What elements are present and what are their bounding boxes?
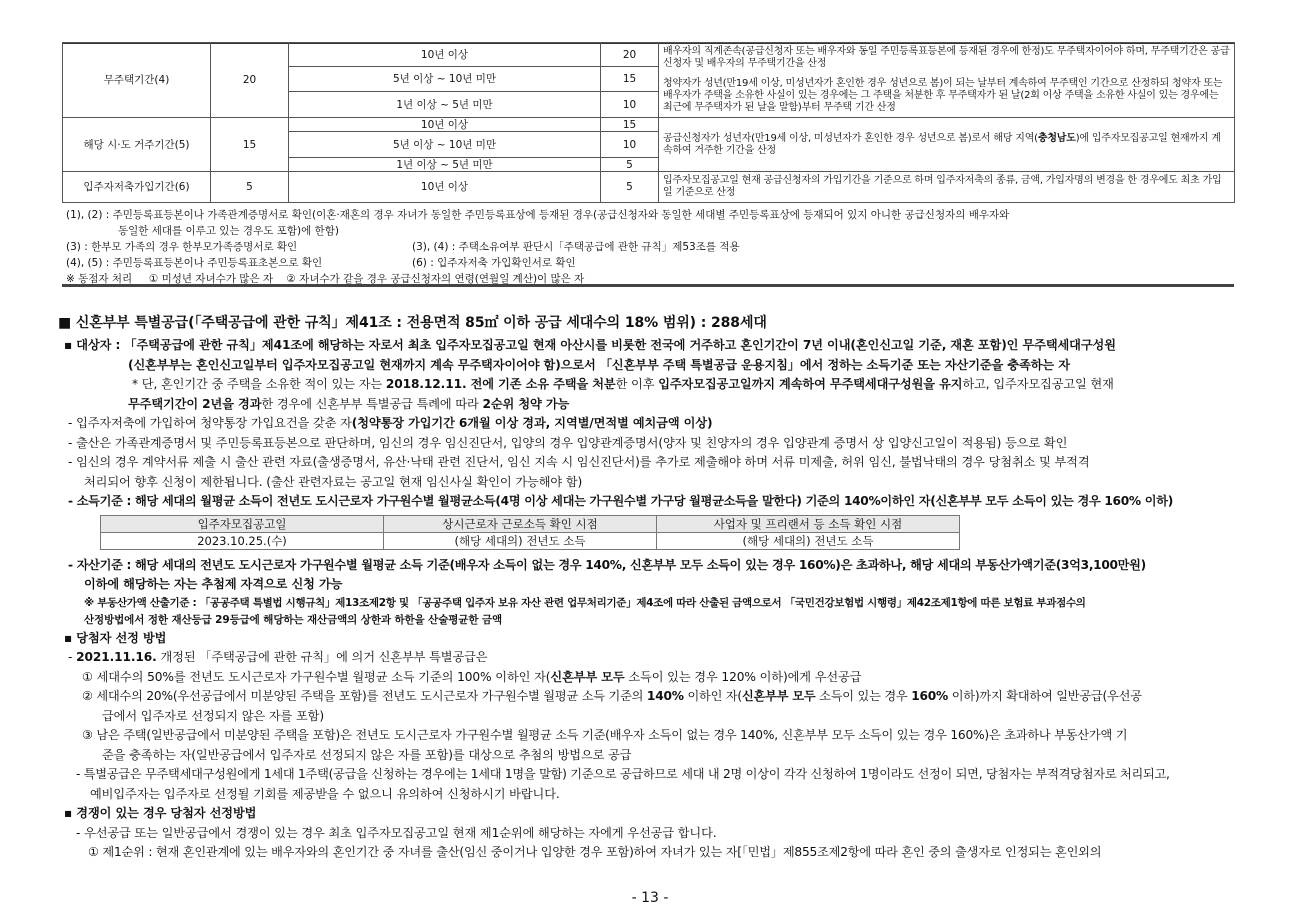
table-cell: (해당 세대의) 전년도 소득 bbox=[384, 532, 657, 549]
selection-title: ▪ 당첨자 선정 방법 bbox=[64, 630, 167, 645]
score-cell: 5 bbox=[601, 172, 659, 203]
text-span: 입주자모집공고일까지 계속하여 무주택세대구성원을 유지 bbox=[658, 377, 963, 391]
text-span: 소득이 있는 경우 120% 이하)에게 우선공급 bbox=[624, 669, 862, 684]
score-table bbox=[62, 42, 1235, 203]
category-cell: 입주자저축가입기간(6) bbox=[63, 172, 211, 203]
score-cell: 10 bbox=[601, 132, 659, 158]
newlywed-section bbox=[58, 312, 1248, 863]
text-span: 개정된 「주택공급에 관한 규칙」에 의거 신혼부부 특별공급은 bbox=[156, 650, 488, 664]
condition-cell: 1년 이상 ~ 5년 미만 bbox=[289, 92, 601, 118]
table-footnotes bbox=[66, 207, 1236, 287]
footnote-line: ※ 동점자 처리 ① 미성년 자녀수가 많은 자 ② 자녀수가 같을 경우 공급신청자의 연령(연월일 계산)이 많은 자 bbox=[66, 273, 585, 285]
table-row bbox=[101, 532, 960, 549]
score-cell: 15 bbox=[601, 67, 659, 92]
note-text: 청약자가 성년(만19세 이상, 미성년자가 혼인한 경우 성년으로 봄)이 되는 날부터 계속하여 무주택인 기간으로 산정하되 청약자 또는 배우자가 주택을 소유한 사실이 있는 경우에는 그 주택을 처분한 후 무주택자가 된 날(2회 이상 주택을 소유한 사실이 있는 경우에는 최근에 무주택자가 된 날을 말함)부터 무주택 기간 산정 bbox=[663, 78, 1223, 113]
note-cell bbox=[659, 118, 1235, 172]
asset-note: ※ 부동산가액 산출기준 : 「공공주택 특별법 시행규칙」제13조제2항 및 「공공주택 입주자 보유 자산 관련 업무처리기준」제4조에 따라 산출된 금액으로서 「국민건강보험법 시행령」제42조제1항에 따른 보험료 부과점수의 bbox=[84, 596, 1086, 609]
score-cell: 10 bbox=[601, 92, 659, 118]
note-cell: 입주자모집공고일 현재 공급신청자의 가입기간을 기준으로 하며 입주자저축의 종류, 금액, 가입자명의 변경을 한 경우에도 최초 가입일 기준으로 산정 bbox=[659, 172, 1235, 203]
text-span: * 단, 혼인기간 중 주택을 소유한 적이 있는 자는 bbox=[132, 377, 386, 391]
selection-line: 예비입주자는 입주자로 선정될 기회를 제공받을 수 없으니 유의하여 신청하시기 바랍니다. bbox=[90, 786, 560, 801]
text-span: 이하인 자( bbox=[683, 689, 742, 703]
condition-cell: 5년 이상 ~ 10년 미만 bbox=[289, 67, 601, 92]
text-span: 140% bbox=[646, 689, 684, 703]
text-span: 소득이 있는 경우 bbox=[815, 689, 912, 703]
text-span: 160% bbox=[911, 689, 949, 703]
income-criteria: - 소득기준 : 해당 세대의 월평균 소득이 전년도 도시근로자 가구원수별 월평균소득(4명 이상 세대는 가구원수별 가구당 월평균소득을 말한다) 기준의 140%이하인 자(신혼부부 모두 소득이 있는 경우 160% 이하) bbox=[68, 494, 1173, 508]
region-name: 충청남도 bbox=[1037, 132, 1076, 144]
competition-title: ▪ 경쟁이 있는 경우 당첨자 선정방법 bbox=[64, 806, 257, 820]
selection-line bbox=[58, 668, 1248, 688]
table-cell: 2023.10.25.(수) bbox=[101, 532, 384, 549]
text-span: 한 이후 bbox=[615, 377, 659, 391]
text-span: (청약통장 가입기간 6개월 이상 경과, 지역별/면적별 예치금액 이상) bbox=[351, 416, 713, 430]
target-line: ▪ 대상자 : 「주택공급에 관한 규칙」제41조에 해당하는 자로서 최초 입주자모집공고일 현재 아산시를 비롯한 전국에 거주하고 혼인기간이 7년 이내(혼인신고일 기준, 재혼 포함)인 무주택세대구성원 bbox=[64, 338, 1116, 352]
target-line: (신혼부부는 혼인신고일부터 입주자모집공고일 현재까지 계속 무주택자이어야 함)으로서 「신혼부부 주택 특별공급 운용지침」에서 정하는 소득기준 또는 자산기준을 충족하는 자 bbox=[128, 357, 1070, 372]
footnote-line: (1), (2) : 주민등록표등본이나 가족관계증명서로 확인(이혼·재혼의 경우 자녀가 동일한 주민등록표상에 등재된 경우(공급신청자와 동일한 세대별 주민등록표상에 등재되어 있지 아니한 공급신청자의 배우자와 bbox=[66, 209, 1010, 221]
text-span: 2021.11.16. bbox=[76, 650, 157, 664]
category-cell: 해당 시·도 거주기간(5) bbox=[63, 118, 211, 172]
condition-cell: 10년 이상 bbox=[289, 172, 601, 203]
text-span: ② 세대수의 20%(우선공급에서 미분양된 주택을 포함)를 전년도 도시근로자 가구원수별 월평균 소득 기준의 bbox=[82, 689, 647, 703]
asset-criteria: 이하에 해당하는 자는 추첨제 자격으로 신청 가능 bbox=[84, 577, 343, 591]
condition-cell: 1년 이상 ~ 5년 미만 bbox=[289, 158, 601, 172]
footnote-text: (6) : 입주자저축 가입확인서로 확인 bbox=[412, 257, 576, 269]
table-row bbox=[63, 43, 1235, 67]
footnote-line: 동일한 세대를 이루고 있는 경우도 포함)에 한함) bbox=[118, 225, 339, 237]
note-cell bbox=[659, 43, 1235, 118]
selection-line: ③ 남은 주택(일반공급에서 미분양된 주택을 포함)은 전년도 도시근로자 가구원수별 월평균 소득 기준(배우자 소득이 없는 경우 140%, 신혼부부 모두 소득이 있는 경우 160%)은 초과하나 부동산가액 기 bbox=[82, 728, 1128, 742]
footnote-line bbox=[66, 255, 1236, 271]
condition-cell: 10년 이상 bbox=[289, 43, 601, 67]
score-cell: 20 bbox=[601, 43, 659, 67]
detail-line bbox=[58, 414, 1248, 434]
detail-line: - 출산은 가족관계증명서 및 주민등록표등본으로 판단하며, 임신의 경우 임신진단서, 입양의 경우 입양관계증명서(양자 및 친양자의 경우 입양관계 증명서 상 입양신고일이 적용됨) 등으로 확인 bbox=[68, 435, 1068, 450]
text-span: 이하)까지 확대하여 일반공급(우선공 bbox=[948, 689, 1142, 703]
text-span: - 입주자저축에 가입하여 청약통장 가입요건을 갖춘 자 bbox=[68, 416, 352, 430]
selection-line: 급에서 입주자로 선정되지 않은 자를 포함) bbox=[102, 708, 324, 723]
table-row bbox=[63, 118, 1235, 132]
table-header-row bbox=[101, 515, 960, 532]
footnote-line bbox=[66, 239, 1236, 255]
asset-criteria: - 자산기준 : 해당 세대의 전년도 도시근로자 가구원수별 월평균 소득 기준(배우자 소득이 없는 경우 140%, 신혼부부 모두 소득이 있는 경우 160%)은 초과하나, 해당 세대의 부동산가액기준(3억3,100만원) bbox=[68, 557, 1146, 572]
note-text: )에 입주자모집공고일 현재까지 계속하여 거주한 기간을 산정 bbox=[663, 132, 1221, 156]
max-score-cell: 20 bbox=[211, 43, 289, 118]
competition-line: ① 제1순위 : 현재 혼인관계에 있는 배우자와의 혼인기간 중 자녀를 출산(임신 중이거나 입양한 경우 포함)하여 자녀가 있는 자[「민법」제855조제2항에 따라 혼인 중의 출생자로 인정되는 혼인외의 bbox=[88, 845, 1102, 859]
section-divider bbox=[62, 284, 1234, 287]
condition-cell: 5년 이상 ~ 10년 미만 bbox=[289, 132, 601, 158]
target-line bbox=[58, 375, 1248, 395]
text-span: 신혼부부 모두 bbox=[741, 689, 816, 703]
detail-line: - 임신의 경우 계약서류 제출 시 출산 관련 자료(출생증명서, 유산·낙태 관련 진단서, 임신 지속 시 임신진단서)를 추가로 제출해야 하며 서류 미제출, 허위 임신, 불법낙태의 경우 당첨취소 및 부적격 bbox=[68, 455, 1090, 469]
text-span: 무주택기간이 2년을 경과 bbox=[128, 396, 262, 411]
target-line bbox=[58, 395, 1248, 415]
condition-cell: 10년 이상 bbox=[289, 118, 601, 132]
income-table bbox=[100, 515, 960, 550]
score-cell: 15 bbox=[601, 118, 659, 132]
competition-line: - 우선공급 또는 일반공급에서 경쟁이 있는 경우 최초 입주자모집공고일 현재 제1순위에 해당하는 자에게 우선공급 합니다. bbox=[76, 825, 717, 840]
table-header: 상시근로자 근로소득 확인 시점 bbox=[384, 515, 657, 532]
text-span: - bbox=[68, 650, 77, 664]
selection-line: 준을 충족하는 자(일반공급에서 입주자로 선정되지 않은 자를 포함)를 대상으로 추첨의 방법으로 공급 bbox=[102, 747, 632, 762]
table-row bbox=[63, 172, 1235, 203]
selection-line bbox=[58, 687, 1248, 707]
table-header: 입주자모집공고일 bbox=[101, 515, 384, 532]
category-cell: 무주택기간(4) bbox=[63, 43, 211, 118]
section-title: ■ 신혼부부 특별공급(「주택공급에 관한 규칙」제41조 : 전용면적 85㎡ 이하 공급 세대수의 18% 범위) : 288세대 bbox=[58, 315, 767, 331]
text-span: 신혼부부 모두 bbox=[550, 669, 625, 684]
text-span: 하고, 입주자모집공고일 현재 bbox=[962, 377, 1114, 391]
text-span: 한 경우에 신혼부부 특별공급 특례에 따라 bbox=[261, 396, 483, 411]
table-cell: (해당 세대의) 전년도 소득 bbox=[657, 532, 960, 549]
page-number: - 13 - bbox=[631, 890, 669, 906]
text-span: ① 세대수의 50%를 전년도 도시근로자 가구원수별 월평균 소득 기준의 100% 이하인 자( bbox=[82, 669, 551, 684]
asset-note: 산정방법에서 정한 재산등급 29등급에 해당하는 재산금액의 상한과 하한을 산술평균한 금액 bbox=[84, 613, 503, 626]
text-span: 2018.12.11. 전에 기존 소유 주택을 처분 bbox=[385, 377, 616, 391]
max-score-cell: 15 bbox=[211, 118, 289, 172]
detail-line: 처리되어 향후 신청이 제한됩니다. (출산 관련자료는 공고일 현재 임신사실 확인이 가능해야 함) bbox=[84, 474, 583, 489]
footnote-text: (4), (5) : 주민등록표등본이나 주민등록표초본으로 확인 bbox=[66, 257, 323, 269]
selection-line: - 특별공급은 무주택세대구성원에게 1세대 1주택(공급을 신청하는 경우에는 1세대 1명을 말함) 기준으로 공급하므로 세대 내 2명 이상이 각각 신청하여 1명이라도 선정이 되면, 당첨자는 부적격당첨자로 처리되고, bbox=[76, 767, 1170, 781]
footnote-text: (3) : 한부모 가족의 경우 한부모가족증명서로 확인 bbox=[66, 241, 298, 253]
table-header: 사업자 및 프리랜서 등 소득 확인 시점 bbox=[657, 515, 960, 532]
score-cell: 5 bbox=[601, 158, 659, 172]
text-span: 2순위 청약 가능 bbox=[482, 396, 570, 411]
max-score-cell: 5 bbox=[211, 172, 289, 203]
selection-line bbox=[58, 648, 1248, 668]
note-text: 공급신청자가 성년자(만19세 이상, 미성년자가 혼인한 경우 성년으로 봄)로서 해당 지역( bbox=[663, 132, 1038, 144]
footnote-text: (3), (4) : 주택소유여부 판단시「주택공급에 관한 규칙」제53조를 적용 bbox=[412, 241, 740, 253]
note-text: 배우자의 직계존속(공급신청자 또는 배우자와 동일 주민등록표등본에 등재된 경우에 한정)도 무주택자이어야 하며, 무주택기간은 공급신청자 및 배우자의 무주택기간을 산정 bbox=[663, 46, 1230, 69]
